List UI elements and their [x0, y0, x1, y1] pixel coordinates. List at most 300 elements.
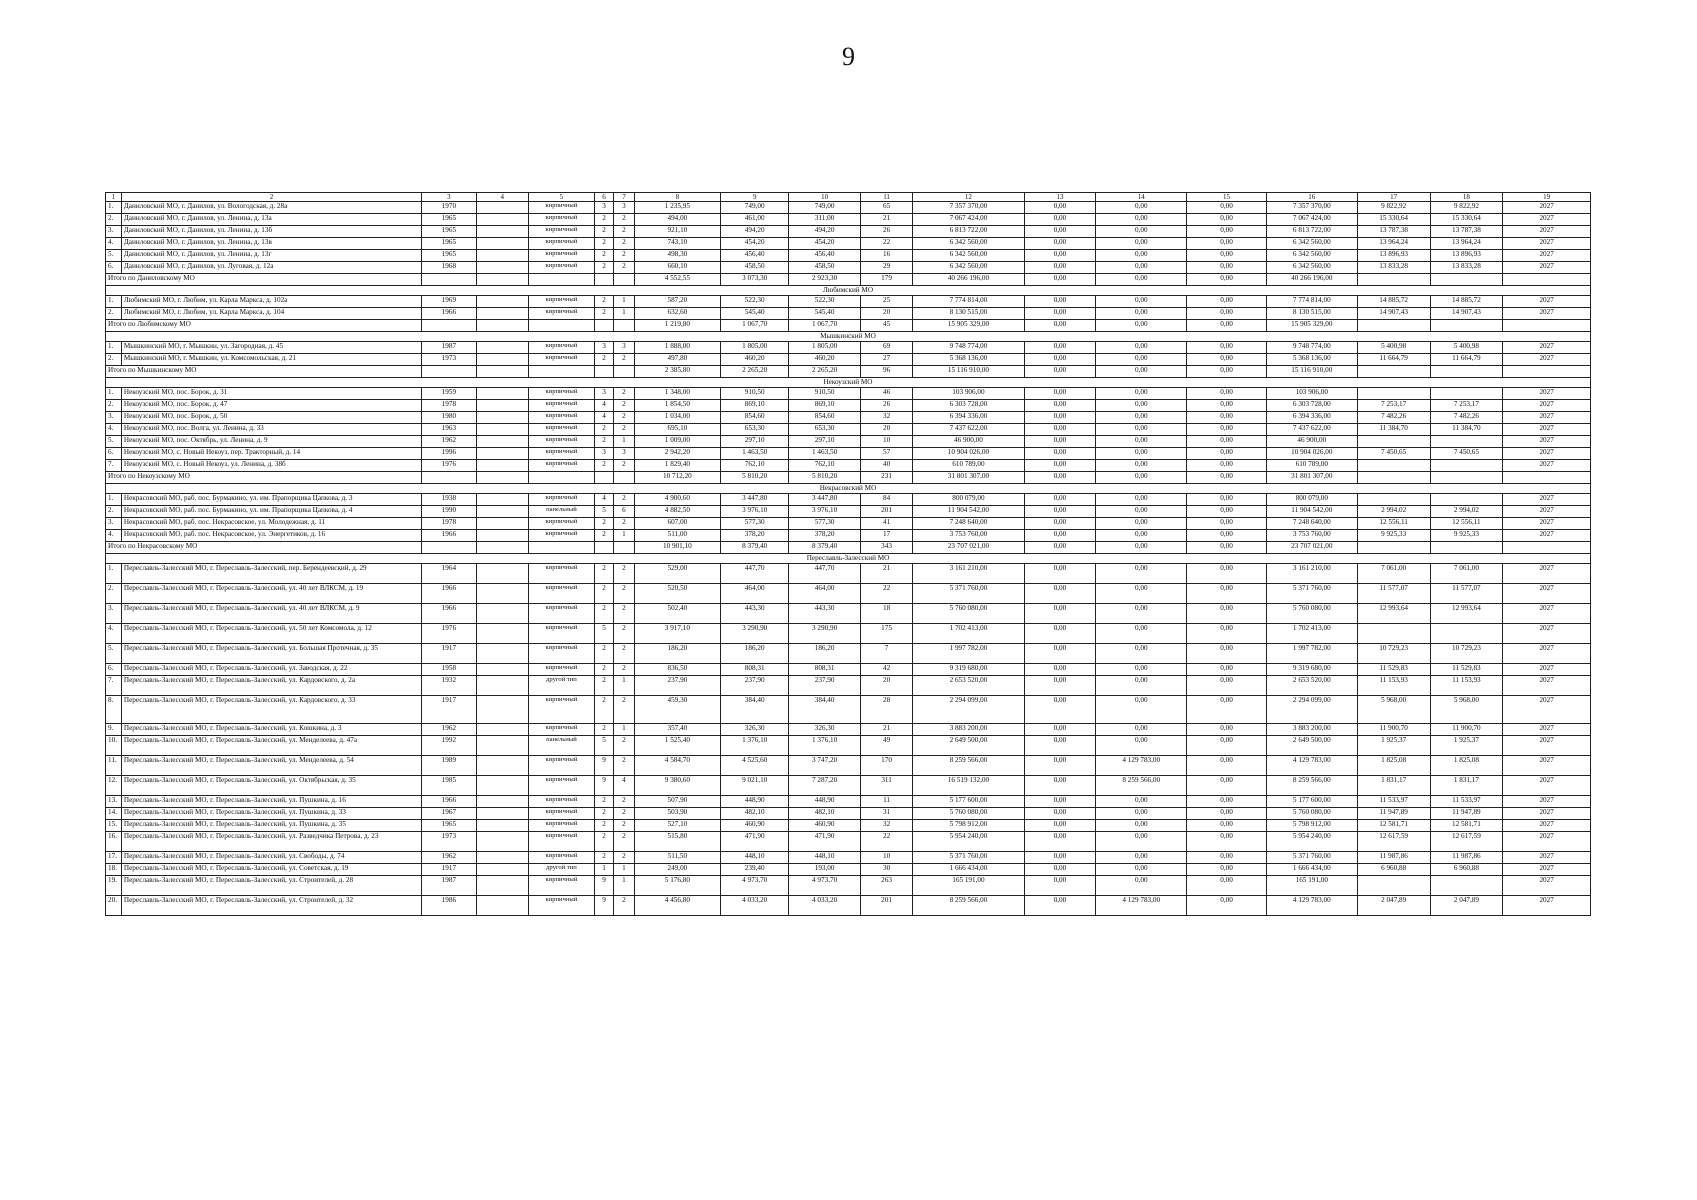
total-c14: 0,00 — [1096, 320, 1187, 332]
cell-c19: 2027 — [1503, 506, 1591, 518]
cell-c6: 2 — [594, 584, 613, 604]
cell-c4 — [476, 262, 528, 274]
row-number: 2. — [106, 214, 122, 226]
table-row — [106, 494, 1591, 506]
cell-c17: 5 968,00 — [1357, 696, 1430, 724]
cell-c17: 7 253,17 — [1357, 400, 1430, 412]
cell-c6: 2 — [594, 308, 613, 320]
table-row — [106, 604, 1591, 624]
address-cell: Переславль-Залесский МО, г. Переславль-Залесский, ул. Пушкина, д. 35 — [121, 820, 421, 832]
cell-c13: 0,00 — [1024, 250, 1096, 262]
cell-c10: 3 290,90 — [789, 624, 861, 644]
cell-c7: 2 — [614, 696, 634, 724]
cell-c10: 494,20 — [789, 226, 861, 238]
cell-c11: 46 — [860, 388, 912, 400]
cell-c13: 0,00 — [1024, 448, 1096, 460]
row-number: 3. — [106, 226, 122, 238]
table-row — [106, 518, 1591, 530]
cell-c3: 1966 — [422, 530, 477, 542]
cell-c13: 0,00 — [1024, 876, 1096, 896]
cell-c12: 3 883 200,00 — [913, 724, 1024, 736]
total-c8: 2 385,80 — [634, 366, 720, 378]
cell-c14: 0,00 — [1096, 436, 1187, 448]
cell-c7: 2 — [614, 412, 634, 424]
cell-c16: 165 191,00 — [1266, 876, 1357, 896]
cell-c17 — [1357, 436, 1430, 448]
table-row — [106, 262, 1591, 274]
cell-c9: 448,10 — [721, 852, 789, 864]
cell-c14: 0,00 — [1096, 424, 1187, 436]
row-number: 1. — [106, 564, 122, 584]
total-empty-c3 — [422, 366, 477, 378]
row-number: 20. — [106, 896, 122, 916]
row-number: 5. — [106, 250, 122, 262]
cell-c19: 2027 — [1503, 604, 1591, 624]
row-number: 7. — [106, 676, 122, 696]
cell-c14: 0,00 — [1096, 308, 1187, 320]
total-c15: 0,00 — [1187, 472, 1267, 484]
cell-c5: кирпичный — [528, 808, 594, 820]
cell-c16: 5 760 080,00 — [1266, 808, 1357, 820]
cell-c19: 2027 — [1503, 214, 1591, 226]
total-c9: 1 067,70 — [721, 320, 789, 332]
row-number: 18. — [106, 864, 122, 876]
cell-c5: кирпичный — [528, 518, 594, 530]
cell-c4 — [476, 238, 528, 250]
total-empty-c7 — [614, 366, 634, 378]
total-empty-c19 — [1503, 542, 1591, 554]
cell-c13: 0,00 — [1024, 530, 1096, 542]
column-number: 3 — [422, 193, 477, 202]
table-row — [106, 644, 1591, 664]
table-row — [106, 400, 1591, 412]
cell-c16: 6 303 728,00 — [1266, 400, 1357, 412]
row-number: 4. — [106, 624, 122, 644]
cell-c10: 443,30 — [789, 604, 861, 624]
cell-c6: 2 — [594, 664, 613, 676]
cell-c8: 511,50 — [634, 852, 720, 864]
cell-c10: 297,10 — [789, 436, 861, 448]
total-empty-c6 — [594, 320, 613, 332]
cell-c18: 6 960,88 — [1430, 864, 1503, 876]
cell-c15: 0,00 — [1187, 354, 1267, 366]
cell-c3: 1987 — [422, 876, 477, 896]
cell-c17: 5 400,98 — [1357, 342, 1430, 354]
cell-c3: 1965 — [422, 238, 477, 250]
cell-c5: кирпичный — [528, 756, 594, 776]
cell-c6: 5 — [594, 506, 613, 518]
cell-c4 — [476, 564, 528, 584]
cell-c16: 1 666 434,00 — [1266, 864, 1357, 876]
cell-c19: 2027 — [1503, 808, 1591, 820]
total-row — [106, 274, 1591, 286]
section-header-row — [106, 484, 1591, 494]
cell-c19: 2027 — [1503, 644, 1591, 664]
total-empty-c19 — [1503, 274, 1591, 286]
cell-c19: 2027 — [1503, 696, 1591, 724]
cell-c14: 0,00 — [1096, 506, 1187, 518]
cell-c7: 2 — [614, 756, 634, 776]
cell-c18: 12 617,59 — [1430, 832, 1503, 852]
row-number: 5. — [106, 644, 122, 664]
cell-c17: 11 533,97 — [1357, 796, 1430, 808]
address-cell: Некоузский МО, с. Новый Некоуз, ул. Ленина, д. 38б — [121, 460, 421, 472]
cell-c15: 0,00 — [1187, 624, 1267, 644]
table-row — [106, 214, 1591, 226]
cell-c10: 7 287,20 — [789, 776, 861, 796]
address-cell: Переславль-Залесский МО, г. Переславль-Залесский, ул. Кардовского, д. 33 — [121, 696, 421, 724]
cell-c19: 2027 — [1503, 388, 1591, 400]
cell-c16: 6 394 336,00 — [1266, 412, 1357, 424]
cell-c3: 1976 — [422, 624, 477, 644]
address-cell: Некоузский МО, пос. Борок, д. 47 — [121, 400, 421, 412]
cell-c6: 9 — [594, 896, 613, 916]
cell-c7: 2 — [614, 584, 634, 604]
cell-c19: 2027 — [1503, 354, 1591, 366]
row-number: 4. — [106, 424, 122, 436]
cell-c13: 0,00 — [1024, 756, 1096, 776]
cell-c10: 869,10 — [789, 400, 861, 412]
cell-c8: 587,20 — [634, 296, 720, 308]
total-empty-c4 — [476, 366, 528, 378]
cell-c18: 1 831,17 — [1430, 776, 1503, 796]
cell-c6: 2 — [594, 796, 613, 808]
cell-c7: 1 — [614, 864, 634, 876]
address-cell: Некрасовский МО, раб. пос. Бурмакино, ул. им. Прапорщика Цапкова, д. 3 — [121, 494, 421, 506]
cell-c19: 2027 — [1503, 460, 1591, 472]
cell-c13: 0,00 — [1024, 604, 1096, 624]
table-row — [106, 696, 1591, 724]
cell-c18: 7 253,17 — [1430, 400, 1503, 412]
cell-c4 — [476, 724, 528, 736]
address-cell: Некоузский МО, пос. Борок, д. 31 — [121, 388, 421, 400]
total-empty-c7 — [614, 274, 634, 286]
cell-c12: 46 900,00 — [913, 436, 1024, 448]
cell-c19: 2027 — [1503, 518, 1591, 530]
cell-c14: 0,00 — [1096, 518, 1187, 530]
cell-c18: 10 729,23 — [1430, 644, 1503, 664]
cell-c3: 1938 — [422, 494, 477, 506]
cell-c7: 2 — [614, 820, 634, 832]
cell-c16: 3 883 200,00 — [1266, 724, 1357, 736]
total-label: Итого по Мышкинскому МО — [106, 366, 422, 378]
cell-c12: 5 798 912,00 — [913, 820, 1024, 832]
cell-c18: 1 825,08 — [1430, 756, 1503, 776]
row-number: 17. — [106, 852, 122, 864]
address-cell: Любимский МО, г. Любим, ул. Карла Маркса, д. 102а — [121, 296, 421, 308]
cell-c10: 458,50 — [789, 262, 861, 274]
cell-c11: 31 — [860, 808, 912, 820]
cell-c16: 5 954 240,00 — [1266, 832, 1357, 852]
section-header-row — [106, 286, 1591, 296]
cell-c4 — [476, 776, 528, 796]
cell-c18: 11 947,89 — [1430, 808, 1503, 820]
section-title: Некоузский МО — [106, 378, 1591, 388]
row-number: 1. — [106, 296, 122, 308]
cell-c6: 9 — [594, 756, 613, 776]
cell-c9: 4 525,60 — [721, 756, 789, 776]
cell-c9: 443,30 — [721, 604, 789, 624]
cell-c16: 3 161 210,00 — [1266, 564, 1357, 584]
cell-c11: 311 — [860, 776, 912, 796]
cell-c7: 2 — [614, 564, 634, 584]
cell-c15: 0,00 — [1187, 664, 1267, 676]
cell-c10: 522,30 — [789, 296, 861, 308]
table-row — [106, 832, 1591, 852]
cell-c9: 239,40 — [721, 864, 789, 876]
cell-c8: 529,00 — [634, 564, 720, 584]
cell-c16: 1 702 413,00 — [1266, 624, 1357, 644]
cell-c15: 0,00 — [1187, 238, 1267, 250]
total-c13: 0,00 — [1024, 542, 1096, 554]
row-number: 2. — [106, 400, 122, 412]
cell-c16: 9 319 680,00 — [1266, 664, 1357, 676]
cell-c12: 16 519 132,00 — [913, 776, 1024, 796]
cell-c7: 1 — [614, 676, 634, 696]
cell-c18: 2 994,02 — [1430, 506, 1503, 518]
cell-c9: 9 021,10 — [721, 776, 789, 796]
cell-c10: 460,20 — [789, 354, 861, 366]
cell-c5: кирпичный — [528, 564, 594, 584]
cell-c17 — [1357, 494, 1430, 506]
cell-c5: кирпичный — [528, 820, 594, 832]
table-row — [106, 756, 1591, 776]
cell-c7: 2 — [614, 388, 634, 400]
address-cell: Некоузский МО, с. Новый Некоуз, пер. Тракторный, д. 14 — [121, 448, 421, 460]
cell-c16: 5 177 600,00 — [1266, 796, 1357, 808]
total-c8: 1 219,80 — [634, 320, 720, 332]
cell-c17: 11 384,70 — [1357, 424, 1430, 436]
cell-c11: 10 — [860, 852, 912, 864]
cell-c16: 11 904 542,00 — [1266, 506, 1357, 518]
cell-c11: 10 — [860, 436, 912, 448]
row-number: 19. — [106, 876, 122, 896]
cell-c7: 2 — [614, 238, 634, 250]
row-number: 2. — [106, 584, 122, 604]
cell-c11: 30 — [860, 864, 912, 876]
table-row — [106, 676, 1591, 696]
cell-c13: 0,00 — [1024, 388, 1096, 400]
total-c14: 0,00 — [1096, 274, 1187, 286]
cell-c3: 1917 — [422, 696, 477, 724]
column-number: 17 — [1357, 193, 1430, 202]
cell-c7: 2 — [614, 494, 634, 506]
cell-c19: 2027 — [1503, 584, 1591, 604]
address-cell: Мышкинский МО, г. Мышкин, ул. Загородная, д. 45 — [121, 342, 421, 354]
section-header-row — [106, 378, 1591, 388]
total-c11: 343 — [860, 542, 912, 554]
cell-c4 — [476, 506, 528, 518]
cell-c3: 1973 — [422, 354, 477, 366]
cell-c16: 5 371 760,00 — [1266, 852, 1357, 864]
cell-c4 — [476, 584, 528, 604]
cell-c10: 460,90 — [789, 820, 861, 832]
cell-c13: 0,00 — [1024, 724, 1096, 736]
cell-c15: 0,00 — [1187, 564, 1267, 584]
cell-c16: 7 357 370,00 — [1266, 202, 1357, 214]
column-number: 2 — [121, 193, 421, 202]
address-cell: Переславль-Залесский МО, г. Переславль-Залесский, ул. 50 лет Комсомола, д. 12 — [121, 624, 421, 644]
cell-c8: 515,80 — [634, 832, 720, 852]
cell-c6: 2 — [594, 644, 613, 664]
cell-c17: 6 960,88 — [1357, 864, 1430, 876]
cell-c12: 6 813 722,00 — [913, 226, 1024, 238]
cell-c9: 456,40 — [721, 250, 789, 262]
cell-c14: 0,00 — [1096, 262, 1187, 274]
cell-c17: 11 987,86 — [1357, 852, 1430, 864]
cell-c3: 1966 — [422, 308, 477, 320]
cell-c13: 0,00 — [1024, 664, 1096, 676]
cell-c6: 4 — [594, 400, 613, 412]
total-c11: 179 — [860, 274, 912, 286]
cell-c17: 12 556,11 — [1357, 518, 1430, 530]
cell-c11: 26 — [860, 400, 912, 412]
total-empty-c18 — [1430, 320, 1503, 332]
cell-c9: 447,70 — [721, 564, 789, 584]
cell-c9: 448,90 — [721, 796, 789, 808]
address-cell: Переславль-Залесский МО, г. Переславль-Залесский, ул. Свободы, д. 74 — [121, 852, 421, 864]
total-c12: 15 905 329,00 — [913, 320, 1024, 332]
cell-c10: 653,30 — [789, 424, 861, 436]
cell-c3: 1996 — [422, 448, 477, 460]
cell-c5: кирпичный — [528, 624, 594, 644]
table-row — [106, 896, 1591, 916]
total-empty-c5 — [528, 274, 594, 286]
cell-c17: 11 153,93 — [1357, 676, 1430, 696]
total-c12: 40 266 196,00 — [913, 274, 1024, 286]
row-number: 15. — [106, 820, 122, 832]
cell-c13: 0,00 — [1024, 820, 1096, 832]
cell-c17 — [1357, 876, 1430, 896]
cell-c14: 0,00 — [1096, 724, 1187, 736]
cell-c6: 2 — [594, 696, 613, 724]
section-title: Некрасовский МО — [106, 484, 1591, 494]
cell-c18: 2 047,89 — [1430, 896, 1503, 916]
cell-c17: 12 581,71 — [1357, 820, 1430, 832]
cell-c19: 2027 — [1503, 238, 1591, 250]
address-cell: Переславль-Залесский МО, г. Переславль-Залесский, пер. Берендеевский, д. 29 — [121, 564, 421, 584]
address-cell: Некрасовский МО, раб. пос. Некрасовское, ул. Энергетиков, д. 16 — [121, 530, 421, 542]
total-c10: 5 810,20 — [789, 472, 861, 484]
total-empty-c3 — [422, 542, 477, 554]
column-number: 12 — [913, 193, 1024, 202]
table-row — [106, 876, 1591, 896]
cell-c6: 9 — [594, 776, 613, 796]
row-number: 11. — [106, 756, 122, 776]
cell-c8: 2 942,20 — [634, 448, 720, 460]
cell-c10: 910,50 — [789, 388, 861, 400]
table-row — [106, 624, 1591, 644]
address-cell: Некоузский МО, пос. Борок, д. 50 — [121, 412, 421, 424]
cell-c5: кирпичный — [528, 448, 594, 460]
total-c14: 0,00 — [1096, 542, 1187, 554]
total-c8: 10 712,20 — [634, 472, 720, 484]
cell-c5: кирпичный — [528, 202, 594, 214]
cell-c12: 800 079,00 — [913, 494, 1024, 506]
cell-c5: кирпичный — [528, 896, 594, 916]
cell-c5: кирпичный — [528, 388, 594, 400]
row-number: 1. — [106, 388, 122, 400]
cell-c11: 201 — [860, 896, 912, 916]
row-number: 2. — [106, 308, 122, 320]
cell-c11: 32 — [860, 412, 912, 424]
cell-c7: 4 — [614, 776, 634, 796]
cell-c18: 5 968,00 — [1430, 696, 1503, 724]
cell-c16: 7 774 814,00 — [1266, 296, 1357, 308]
cell-c19: 2027 — [1503, 896, 1591, 916]
cell-c11: 28 — [860, 696, 912, 724]
cell-c11: 40 — [860, 460, 912, 472]
table-row — [106, 448, 1591, 460]
cell-c18: 14 885,72 — [1430, 296, 1503, 308]
cell-c12: 3 753 760,00 — [913, 530, 1024, 542]
address-cell: Любимский МО, г. Любим, ул. Карла Маркса, д. 104 — [121, 308, 421, 320]
cell-c5: кирпичный — [528, 530, 594, 542]
cell-c8: 632,60 — [634, 308, 720, 320]
cell-c14: 0,00 — [1096, 494, 1187, 506]
cell-c19: 2027 — [1503, 262, 1591, 274]
cell-c12: 2 294 099,00 — [913, 696, 1024, 724]
total-c13: 0,00 — [1024, 472, 1096, 484]
cell-c8: 497,80 — [634, 354, 720, 366]
total-empty-c19 — [1503, 366, 1591, 378]
cell-c14: 0,00 — [1096, 214, 1187, 226]
total-empty-c17 — [1357, 542, 1430, 554]
cell-c4 — [476, 308, 528, 320]
cell-c5: кирпичный — [528, 308, 594, 320]
cell-c16: 8 130 515,00 — [1266, 308, 1357, 320]
cell-c11: 22 — [860, 832, 912, 852]
cell-c10: 464,00 — [789, 584, 861, 604]
cell-c8: 186,20 — [634, 644, 720, 664]
row-number: 8. — [106, 696, 122, 724]
address-cell: Переславль-Залесский МО, г. Переславль-Залесский, ул. Менделеева, д. 47а — [121, 736, 421, 756]
cell-c9: 522,30 — [721, 296, 789, 308]
cell-c3: 1967 — [422, 808, 477, 820]
cell-c14: 0,00 — [1096, 342, 1187, 354]
cell-c4 — [476, 864, 528, 876]
cell-c10: 447,70 — [789, 564, 861, 584]
cell-c8: 4 900,60 — [634, 494, 720, 506]
cell-c15: 0,00 — [1187, 226, 1267, 238]
column-number: 8 — [634, 193, 720, 202]
cell-c3: 1970 — [422, 202, 477, 214]
cell-c13: 0,00 — [1024, 644, 1096, 664]
cell-c12: 8 130 515,00 — [913, 308, 1024, 320]
cell-c7: 2 — [614, 624, 634, 644]
column-number: 7 — [614, 193, 634, 202]
cell-c11: 42 — [860, 664, 912, 676]
cell-c5: кирпичный — [528, 776, 594, 796]
cell-c15: 0,00 — [1187, 644, 1267, 664]
total-c11: 45 — [860, 320, 912, 332]
cell-c13: 0,00 — [1024, 506, 1096, 518]
cell-c15: 0,00 — [1187, 736, 1267, 756]
cell-c8: 4 584,70 — [634, 756, 720, 776]
cell-c8: 511,00 — [634, 530, 720, 542]
cell-c7: 1 — [614, 296, 634, 308]
cell-c5: кирпичный — [528, 226, 594, 238]
cell-c17: 2 994,02 — [1357, 506, 1430, 518]
cell-c15: 0,00 — [1187, 852, 1267, 864]
cell-c11: 20 — [860, 676, 912, 696]
cell-c18: 14 907,43 — [1430, 308, 1503, 320]
cell-c11: 17 — [860, 530, 912, 542]
cell-c7: 2 — [614, 250, 634, 262]
cell-c9: 460,20 — [721, 354, 789, 366]
total-empty-c18 — [1430, 542, 1503, 554]
cell-c12: 5 371 760,00 — [913, 584, 1024, 604]
